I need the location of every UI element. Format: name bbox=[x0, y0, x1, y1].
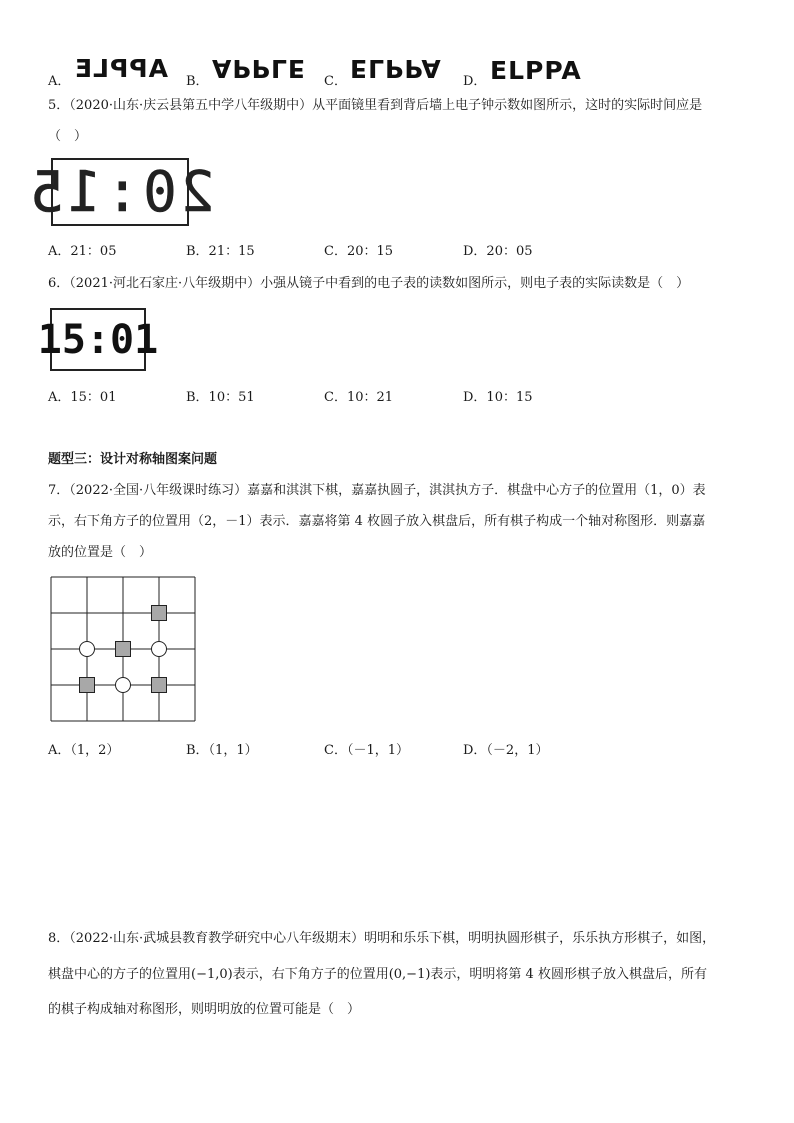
circle-piece bbox=[152, 642, 167, 657]
q4-option-b-word: APPLE bbox=[212, 54, 307, 83]
q6-clock-image bbox=[37, 308, 159, 371]
q4-option-c-letter: C． bbox=[324, 74, 347, 89]
q5-option-a: A．21：05 bbox=[48, 244, 117, 259]
circle-piece bbox=[116, 678, 131, 693]
q4-option-b-letter: B． bbox=[186, 74, 209, 89]
square-piece bbox=[152, 678, 167, 693]
q7-option-b: B．（1，1） bbox=[186, 743, 258, 758]
q6-text-line1: 6．（2021·河北石家庄·八年级期中）小强从镜子中看到的电子表的读数如图所示，则电子表的实际读数是（ ） bbox=[48, 276, 690, 291]
square-piece bbox=[116, 642, 131, 657]
q8-text-line2: 棋盘中心的方子的位置用(−1,0)表示，右下角方子的位置用(0,−1)表示，明明将第 4 枚圆形棋子放入棋盘后，所有 bbox=[48, 967, 707, 982]
q6-option-b: B．10：51 bbox=[186, 390, 255, 405]
square-piece bbox=[80, 678, 95, 693]
q7-text-line3: 放的位置是（ ） bbox=[48, 545, 153, 560]
q6-option-d: D．10：15 bbox=[463, 390, 533, 405]
q5-option-d: D．20：05 bbox=[463, 244, 533, 259]
q4-option-a-letter: A． bbox=[48, 74, 71, 89]
q6-option-a: A．15：01 bbox=[48, 390, 117, 405]
q4-option-d-word: ELPPA bbox=[490, 56, 582, 85]
q5-option-b: B．21：15 bbox=[186, 244, 255, 259]
q8-text-line1: 8．（2022·山东·武城县教育教学研究中心八年级期末）明明和乐乐下棋，明明执圆形棋子，乐乐执方形棋子，如图， bbox=[48, 931, 716, 946]
q5-option-c: C．20：15 bbox=[324, 244, 394, 259]
q7-option-a: A．（1，2） bbox=[48, 743, 120, 758]
q7-text-line1: 7．（2022·全国·八年级课时练习）嘉嘉和淇淇下棋，嘉嘉执圆子，淇淇执方子．棋盘中心方子的位置用（1，0）表 bbox=[48, 483, 706, 498]
q7-chess-board bbox=[50, 576, 198, 724]
q6-clock-display: 15:01 bbox=[37, 316, 159, 363]
circle-piece bbox=[80, 642, 95, 657]
section-heading: 题型三：设计对称轴图案问题 bbox=[48, 452, 218, 467]
q7-option-d: D．（－2，1） bbox=[463, 743, 549, 758]
q5-text-line2: （ ） bbox=[48, 129, 88, 144]
q6-option-c: C．10：21 bbox=[324, 390, 394, 405]
q7-option-c: C．（－1，1） bbox=[324, 743, 409, 758]
q7-text-line2: 示，右下角方子的位置用（2，－1）表示．嘉嘉将第 4 枚圆子放入棋盘后，所有棋子构成一个轴对称图形．则嘉嘉 bbox=[48, 514, 706, 529]
q8-text-line3: 的棋子构成轴对称图形，则明明放的位置可能是（ ） bbox=[48, 1002, 361, 1017]
q5-clock-image bbox=[25, 158, 215, 226]
q4-option-a-word: APPLE bbox=[74, 54, 169, 83]
q5-clock-display: 20:15 bbox=[25, 159, 215, 225]
q4-option-c-word: ELPPA bbox=[350, 54, 442, 83]
q4-option-d-letter: D． bbox=[463, 74, 487, 89]
square-piece bbox=[152, 606, 167, 621]
q5-text-line1: 5．（2020·山东·庆云县第五中学八年级期中）从平面镜里看到背后墙上电子钟示数如图所示，这时的实际时间应是 bbox=[48, 98, 703, 113]
